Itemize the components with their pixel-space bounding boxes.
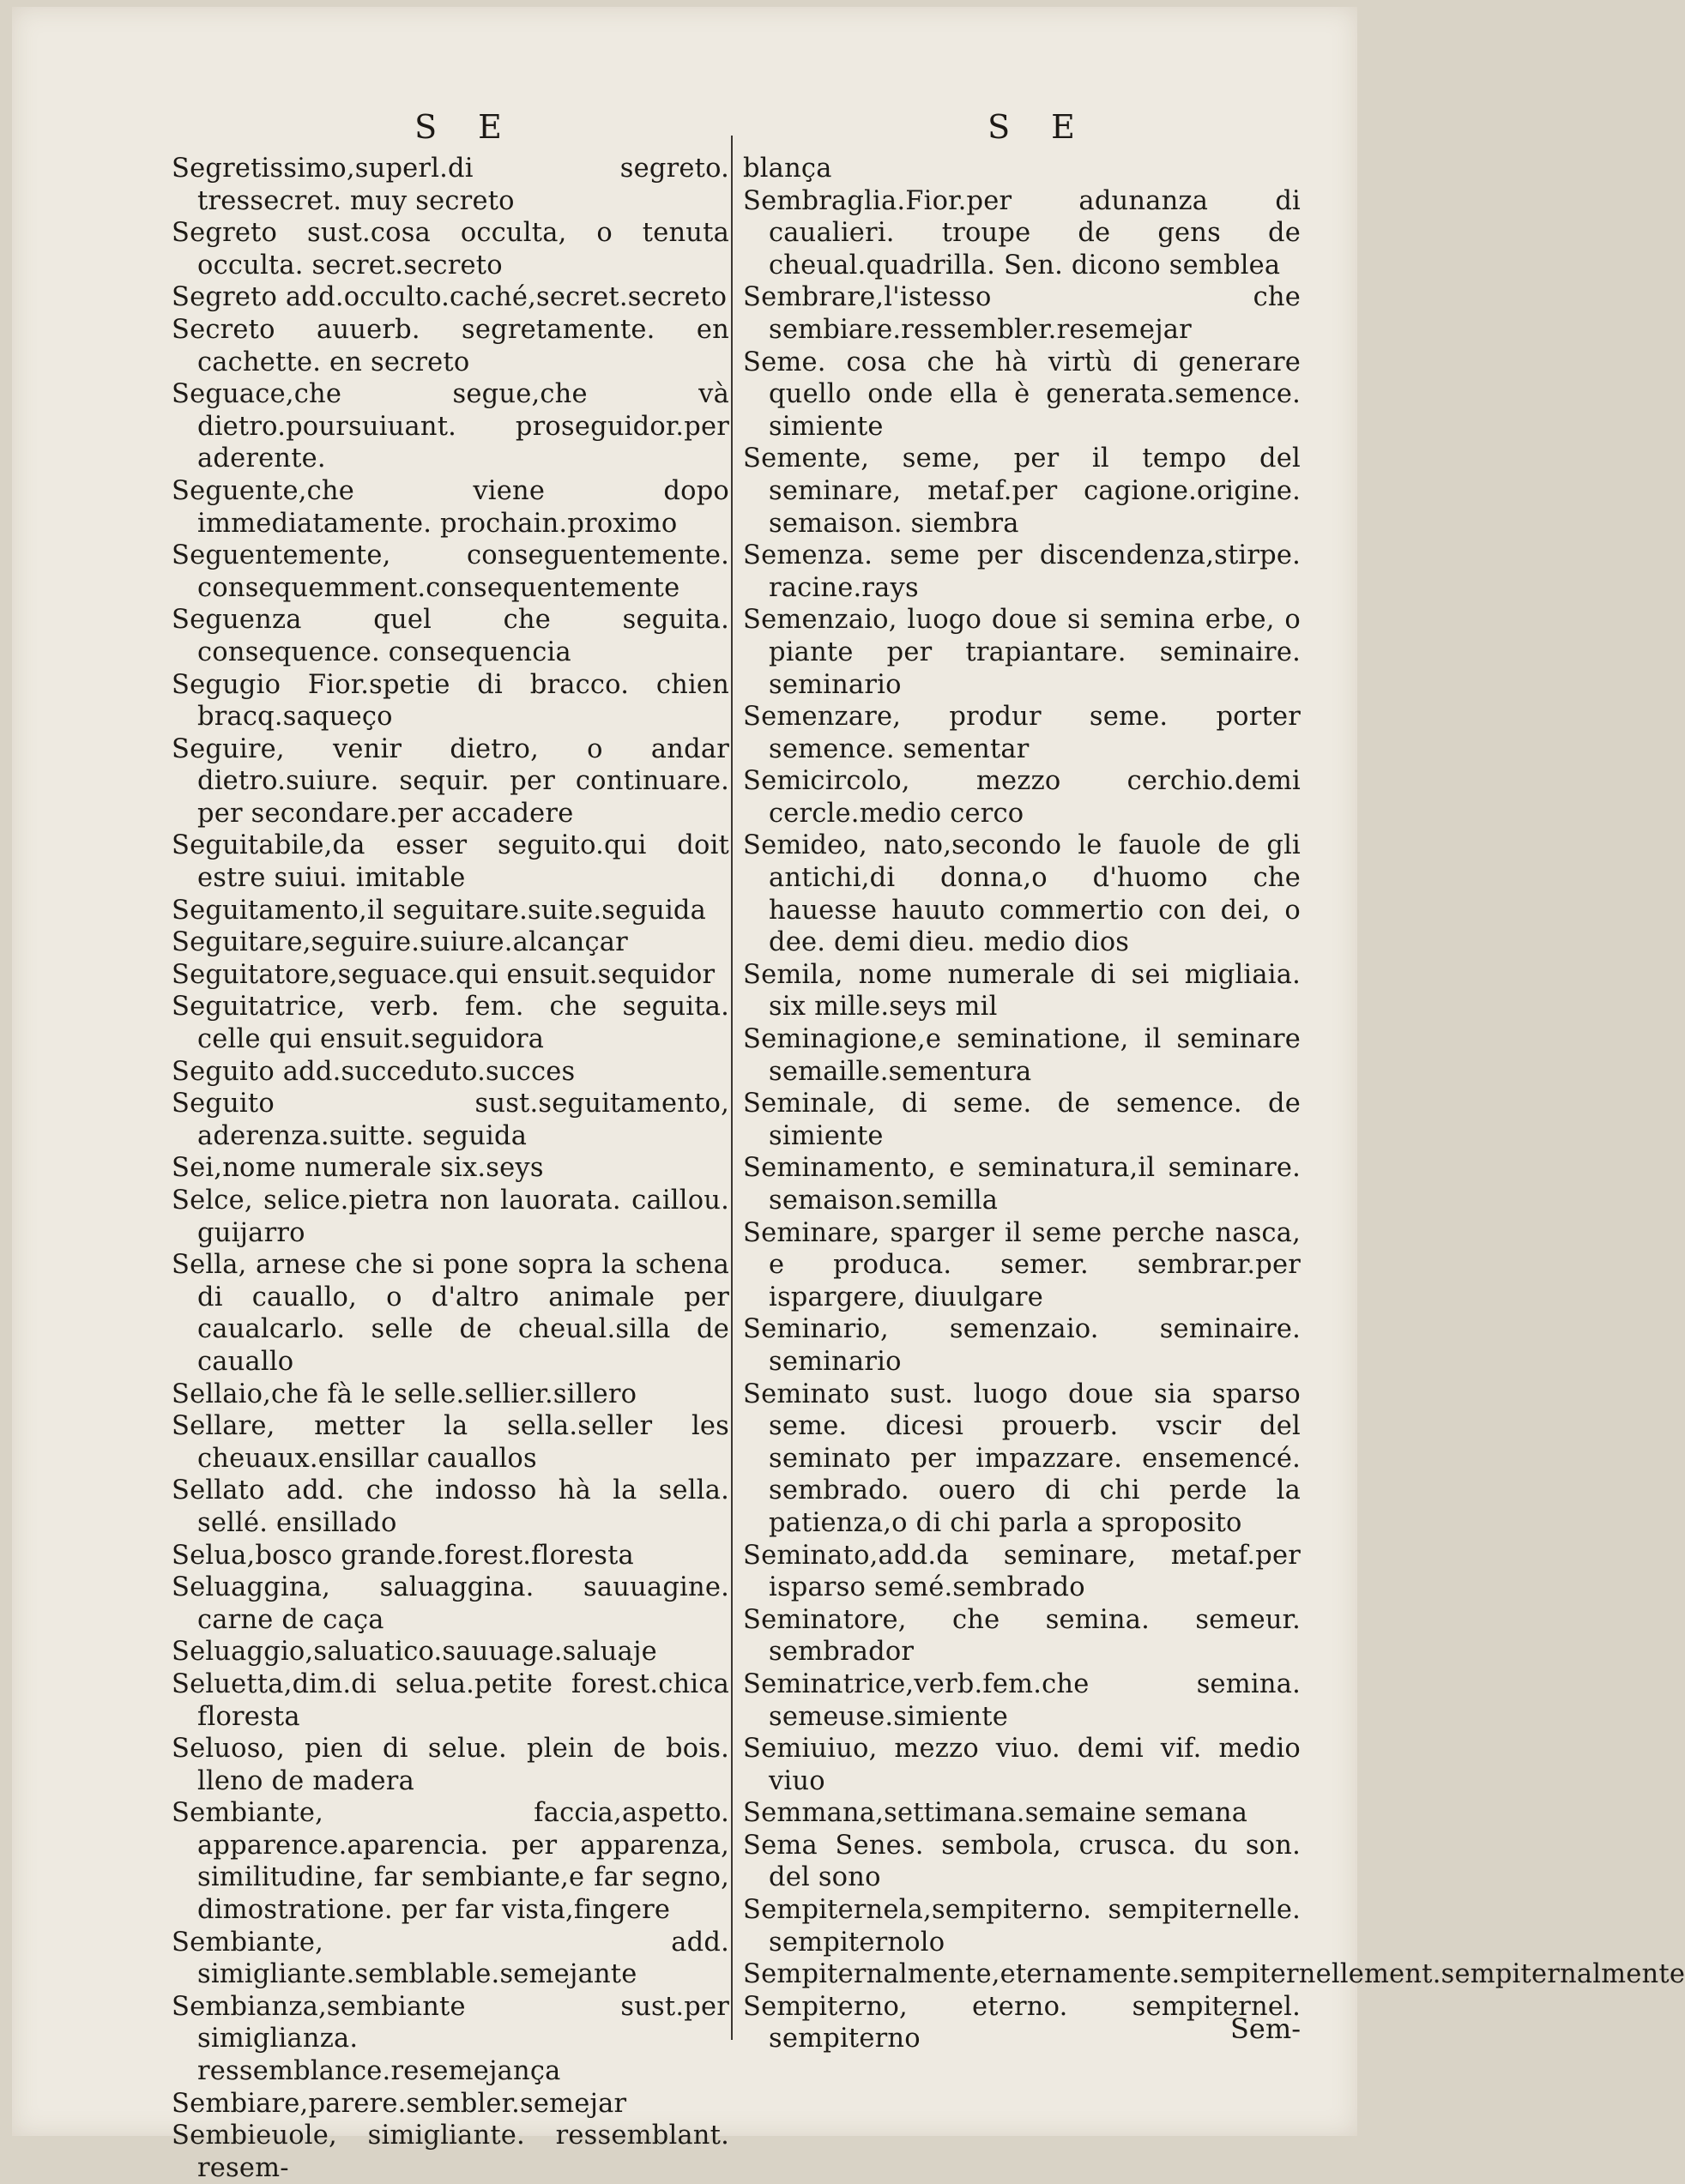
dictionary-entry: Seminatore, che semina. semeur. sembrador (743, 1604, 1301, 1668)
dictionary-entry: Semenza. seme per discendenza,stirpe. racine.rays (743, 540, 1301, 603)
dictionary-entry: Sei,nome numerale six.seys (172, 1153, 544, 1184)
dictionary-entry: Selua,bosco grande.forest.floresta (172, 1540, 634, 1571)
dictionary-entry: Sempiternalmente,eternamente.sempiternellement.sempiternalmente (743, 1959, 1685, 1990)
dictionary-entry: Semila, nome numerale di sei migliaia. six mille.seys mil (743, 959, 1301, 1023)
dictionary-entry: Sembrare,l'istesso che sembiare.ressembler.resemejar (743, 282, 1301, 345)
dictionary-entry: Seguenza quel che seguita. consequence. consequencia (172, 605, 729, 667)
dictionary-entry: Semideo, nato,secondo le fauole de gli antichi,di donna,o d'huomo che hauesse hauuto commertio con dei, o dee. demi dieu. medio dios (743, 830, 1301, 958)
dictionary-entry: Segugio Fior.spetie di bracco. chien bracq.saqueço (172, 669, 729, 733)
dictionary-entry: Seguito sust.seguitamento, aderenza.suitte. seguida (172, 1089, 729, 1151)
dictionary-entry: Seguitatrice, verb. fem. che seguita. celle qui ensuit.seguidora (172, 992, 729, 1055)
dictionary-entry: Sempiternela,sempiterno. sempiternelle. sempiternolo (743, 1895, 1301, 1958)
dictionary-entry: Seminato,add.da seminare, metaf.per isparso semé.sembrado (743, 1540, 1301, 1603)
dictionary-entry: Seguitatore,seguace.qui ensuit.sequidor (172, 959, 716, 990)
dictionary-entry: Sema Senes. sembola, crusca. du son. del sono (743, 1830, 1301, 1893)
dictionary-entry: Selce, selice.pietra non lauorata. caillou. guijarro (172, 1186, 729, 1248)
dictionary-entry: Seme. cosa che hà virtù di generare quello onde ella è generata.semence. simiente (743, 347, 1301, 442)
dictionary-entry: Sembiante, add. simigliante.semblable.semejante (172, 1927, 729, 1990)
dictionary-entry: Seluaggio,saluatico.sauuage.saluaje (172, 1637, 657, 1668)
dictionary-entry: Sembraglia.Fior.per adunanza di caualieri. troupe de gens de cheual.quadrilla. Sen. dicono semblea (743, 185, 1301, 281)
column-divider (731, 136, 733, 2040)
book-page (12, 7, 1685, 2183)
dictionary-entry: Semenzare, produr seme. porter semence. sementar (743, 702, 1301, 764)
dictionary-entry: Seminamento, e seminatura,il seminare. semaison.semilla (743, 1153, 1301, 1216)
dictionary-entry: Seguace,che segue,che và dietro.poursuiuant. proseguidor.per aderente. (172, 379, 729, 474)
dictionary-entry: Sembieuole, simigliante. ressemblant. resem- (172, 2121, 729, 2183)
dictionary-entry: Seguente,che viene dopo immediatamente. prochain.proximo (172, 475, 729, 539)
dictionary-entry: Seguire, venir dietro, o andar dietro.suiure. sequir. per continuare. per secondare.per accadere (172, 733, 729, 829)
dictionary-entry: Seminare, sparger il seme perche nasca, e produca. semer. sembrar.per ispargere, diuulgare (743, 1217, 1301, 1312)
dictionary-entry: Seluaggina, saluaggina. sauuagine. carne de caça (172, 1572, 729, 1635)
dictionary-entry: Seminatrice,verb.fem.che semina. semeuse.simiente (743, 1668, 1301, 1732)
dictionary-entry: Seluoso, pien di selue. plein de bois. lleno de madera (172, 1734, 729, 1796)
dictionary-entry: Segreto add.occulto.caché,secret.secreto (172, 282, 728, 313)
dictionary-entry: Seluetta,dim.di selua.petite forest.chica floresta (172, 1668, 729, 1732)
dictionary-entry: Seminato sust. luogo doue sia sparso seme. dicesi prouerb. vscir del seminato per impazzare. ensemencé. sembrado. ouero di chi perde la patienza,o di chi parla a sproposito (743, 1379, 1301, 1538)
dictionary-entry: Seguitare,seguire.suiure.alcançar (172, 927, 628, 958)
dictionary-entry: Sempiterno, eterno. sempiternel. sempiterno (743, 1991, 1301, 2054)
dictionary-entry: Seguito add.succeduto.succes (172, 1056, 576, 1087)
dictionary-entry: Sembiante, faccia,aspetto. apparence.aparencia. per apparenza, similitudine, far sembiante,e far segno, dimostratione. per far vista,fingere (172, 1798, 729, 1926)
right-column (743, 108, 1685, 2055)
left-entry-list (172, 153, 729, 2184)
dictionary-entry: Sembiare,parere.sembler.semejar (172, 2088, 627, 2119)
dictionary-entry: Semicircolo, mezzo cerchio.demi cercle.medio cerco (743, 766, 1301, 829)
dictionary-entry: Secreto auuerb. segretamente. en cachette. en secreto (172, 314, 729, 377)
catchword: Sem- (1229, 2012, 1301, 2045)
right-entry-list (743, 153, 1685, 2055)
dictionary-entry: Sembianza,sembiante sust.per simiglianza. ressemblance.resemejança (172, 1991, 729, 2087)
dictionary-entry: Seminario, semenzaio. seminaire. seminario (743, 1314, 1301, 1377)
dictionary-entry: blança (743, 154, 832, 184)
dictionary-entry: Semenzaio, luogo doue si semina erbe, o piante per trapiantare. seminaire. seminario (743, 605, 1301, 700)
dictionary-entry: Semiuiuo, mezzo viuo. demi vif. medio viuo (743, 1734, 1301, 1796)
right-running-head: S E (987, 108, 1090, 146)
dictionary-entry: Seguitamento,il seguitare.suite.seguida (172, 895, 707, 926)
dictionary-entry: Sellare, metter la sella.seller les cheuaux.ensillar cauallos (172, 1411, 729, 1474)
dictionary-entry: Seguitabile,da esser seguito.qui doit estre suiui. imitable (172, 830, 729, 894)
dictionary-entry: Semente, seme, per il tempo del seminare, metaf.per cagione.origine. semaison. siembra (743, 443, 1301, 539)
dictionary-entry: Segretissimo,superl.di segreto. tressecret. muy secreto (172, 154, 729, 216)
dictionary-entry: Sella, arnese che si pone sopra la schena di cauallo, o d'altro animale per caualcarlo. selle de cheual.silla de cauallo (172, 1250, 729, 1377)
dictionary-entry: Segreto sust.cosa occulta, o tenuta occulta. secret.secreto (172, 218, 729, 281)
dictionary-entry: Seminale, di seme. de semence. de simiente (743, 1089, 1301, 1151)
left-column (172, 110, 729, 2184)
left-running-head: S E (414, 108, 517, 146)
dictionary-entry: Seminagione,e seminatione, il seminare semaille.sementura (743, 1024, 1301, 1087)
dictionary-entry: Seguentemente, conseguentemente. consequemment.consequentemente (172, 540, 729, 603)
dictionary-entry: Sellato add. che indosso hà la sella. sellé. ensillado (172, 1475, 729, 1538)
dictionary-entry: Sellaio,che fà le selle.sellier.sillero (172, 1379, 637, 1409)
dictionary-entry: Semmana,settimana.semaine semana (743, 1798, 1248, 1829)
